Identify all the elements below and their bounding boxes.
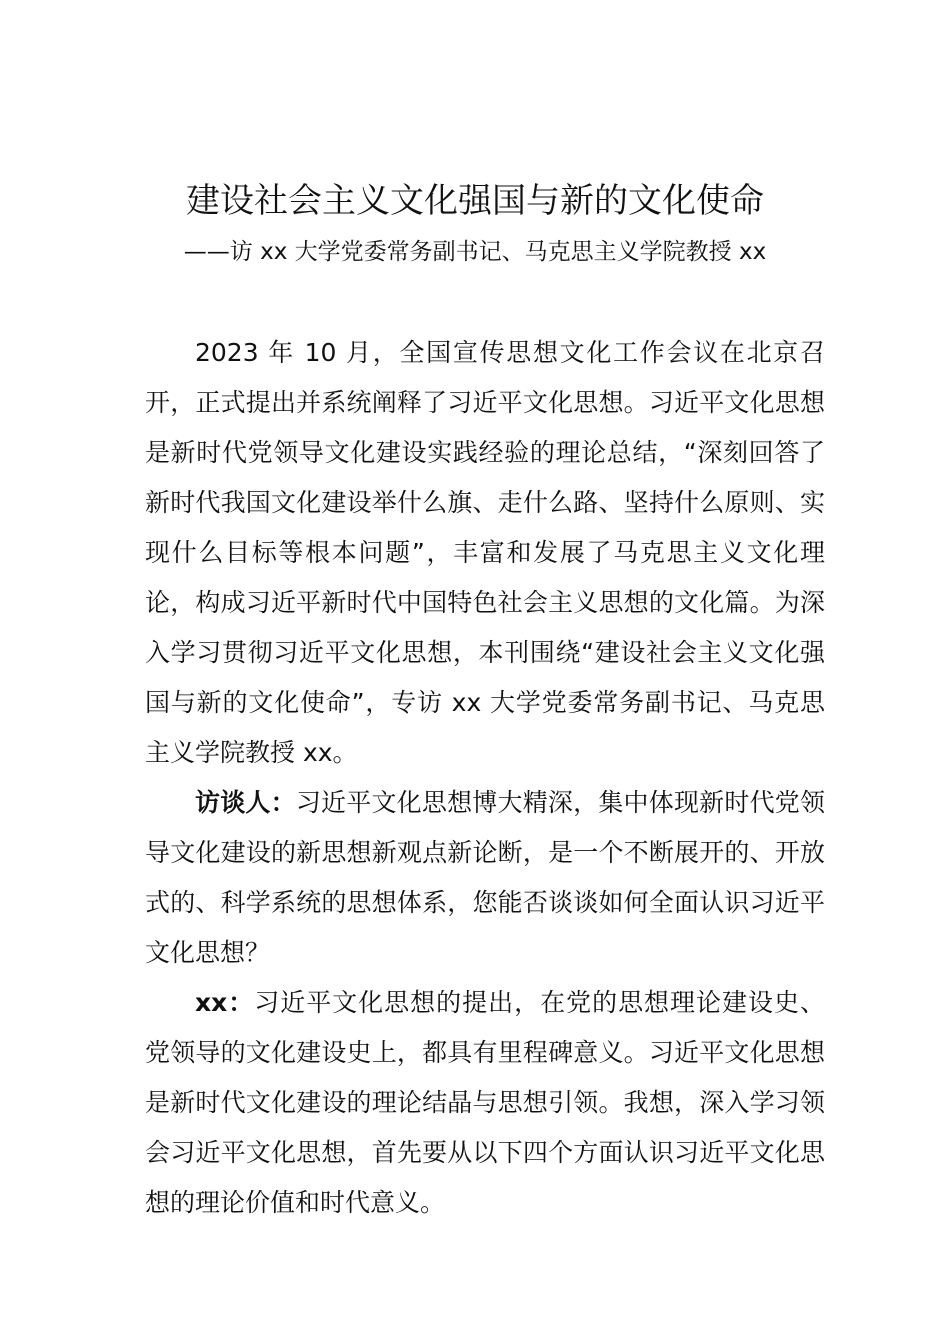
paragraph-question — [145, 778, 825, 978]
paragraph-answer — [145, 978, 825, 1228]
document-body — [145, 328, 825, 1228]
speaker-label-interviewer: 访谈人： — [195, 788, 296, 817]
speaker-label-interviewee: xx： — [195, 988, 255, 1017]
paragraph-text: 习近平文化思想博大精深，集中体现新时代党领导文化建设的新思想新观点新论断，是一个不断展开的、开放式的、科学系统的思想体系，您能否谈谈如何全面认识习近平文化思想？ — [145, 788, 825, 967]
document-subtitle: ——访 xx 大学党委常务副书记、马克思主义学院教授 xx — [183, 239, 767, 265]
paragraph-text: 习近平文化思想的提出，在党的思想理论建设史、党领导的文化建设史上，都具有里程碑意义。习近平文化思想是新时代文化建设的理论结晶与思想引领。我想，深入学习领会习近平文化思想，首先要从以下四个方面认识习近平文化思想的理论价值和时代意义。 — [145, 988, 825, 1217]
paragraph-intro — [145, 328, 825, 778]
document-title: 建设社会主义文化强国与新的文化使命 — [186, 181, 764, 221]
paragraph-text: 2023 年 10 月，全国宣传思想文化工作会议在北京召开，正式提出并系统阐释了习近平文化思想。习近平文化思想是新时代党领导文化建设实践经验的理论总结，“深刻回答了新时代我国文化建设举什么旗、走什么路、坚持什么原则、实现什么目标等根本问题”，丰富和发展了马克思主义文化理论，构成习近平新时代中国特色社会主义思想的文化篇。为深入学习贯彻习近平文化思想，本刊围绕“建设社会主义文化强国与新的文化使命”，专访 xx 大学党委常务副书记、马克思主义学院教授 xx。 — [145, 338, 825, 767]
